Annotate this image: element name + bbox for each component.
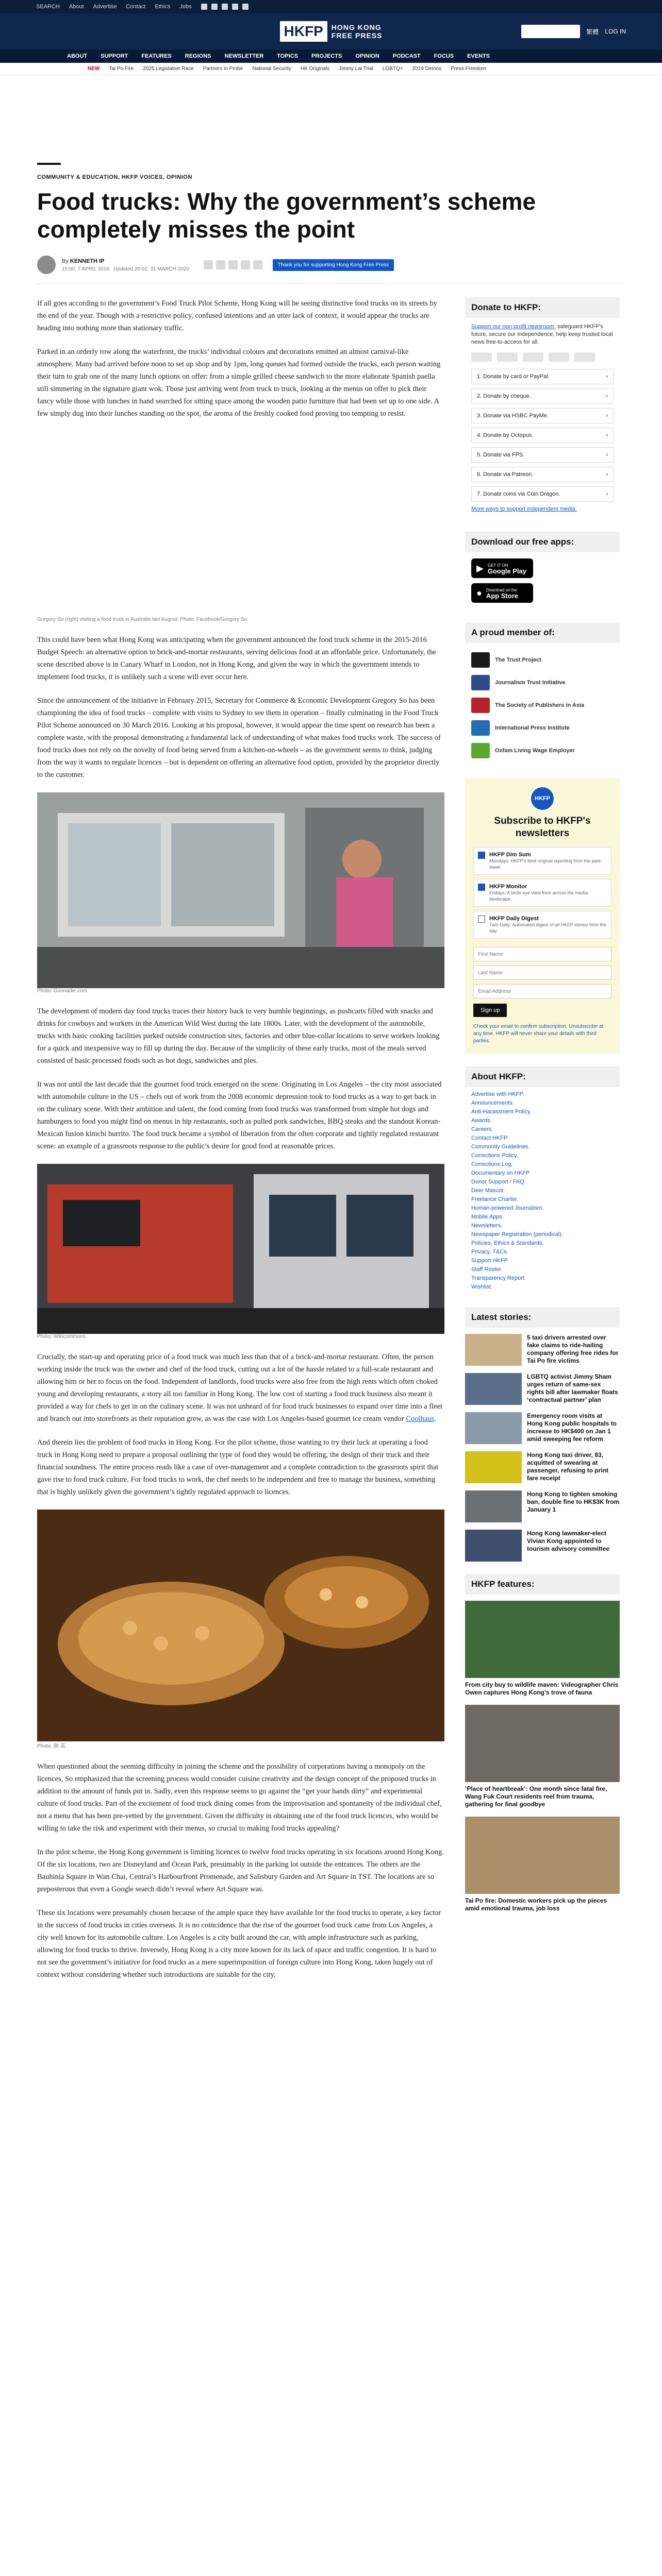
nav-features[interactable]: FEATURES <box>141 53 172 59</box>
twitter-icon[interactable] <box>211 4 218 10</box>
page-container <box>37 163 625 1992</box>
nav-podcast[interactable]: PODCAST <box>392 53 421 59</box>
util-ethics[interactable]: Ethics <box>155 4 171 10</box>
ipi-logo <box>471 720 490 736</box>
feature-story[interactable] <box>465 1817 620 1912</box>
newsletter-option-daily-digest[interactable] <box>473 911 611 939</box>
donate-option[interactable] <box>471 467 614 482</box>
app-store-badge[interactable] <box>471 583 533 603</box>
app-store-big: App Store <box>486 592 518 600</box>
article-paragraph: Since the announcement of the initiative in February 2015, Secretary for Commerce & Economic Development Gregory So has been championing the idea of food trucks – complete with visits to Sydney to see them in operation – finally culminating in the Food Truck Pilot Scheme announced on 30 March 2016. Looking at his proposal, however, it would appear the time spent on research has been a complete waste, with the proposal demonstrating a fundamental lack of understanding of what makes food trucks work. The success of food trucks does not rely on the novelty of food being served from a kitchen-on-wheels – as the government seems to think, judging from the way it wants to regulate licences – but is dependent on offering an alternative food option, provided by the proprietor directly to the customer. <box>37 697 441 779</box>
newsletter-logo: HKFP <box>531 787 554 810</box>
trending-item[interactable]: LGBTQ+ <box>382 66 403 72</box>
paypal-icon <box>523 352 543 362</box>
latest-story[interactable] <box>465 1373 620 1405</box>
feature-image <box>465 1817 620 1894</box>
donate-heading: Donate to HKFP: <box>465 297 620 318</box>
instagram-icon[interactable] <box>222 4 228 10</box>
about-link[interactable]: Policies, Ethics & Standards. <box>471 1240 544 1246</box>
photo-placeholder <box>37 431 444 617</box>
share-facebook-icon[interactable] <box>204 260 213 269</box>
members-heading: A proud member of: <box>465 622 620 643</box>
nav-about[interactable]: ABOUT <box>67 53 88 59</box>
content-layout <box>37 297 625 1992</box>
language-toggle[interactable]: 繁體 <box>586 28 599 36</box>
donate-option-label: 5. Donate via FPS. <box>477 452 525 458</box>
story-title: Hong Kong lawmaker-elect Vivian Kong appointed to tourism advisory committee <box>527 1530 610 1552</box>
donate-intro-link[interactable]: Support our non-profit newsroom: <box>471 324 556 330</box>
about-link[interactable]: Deer Mascot. <box>471 1188 505 1194</box>
photo-caption: Photo: Wikicommons. <box>37 1334 87 1340</box>
article-paragraph: The development of modern day food trucks traces their history back to very humble beginnings, as pushcarts filled with snacks and drinks for cowboys and workers in the American Wild West during the late 1800s. Later, with the development of the automobile, trucks with basic cooking facilities parked outside construction sites, factories and other blue-collar locations to serve workers looking for a quick and inexpensive way to fill up during the day. Because of the simplicity of these early trucks, most of the meals served consisted of basic processed foods such as hot dogs, sandwiches and pies. <box>37 1007 440 1065</box>
about-link[interactable]: Awards. <box>471 1117 492 1124</box>
story-title: Hong Kong taxi driver, 83, acquitted of swearing at passenger, refusing to print fare receipt <box>527 1451 609 1482</box>
story-title: Hong Kong to tighten smoking ban, double fine to HK$3K from January 1 <box>527 1490 620 1513</box>
trust-project-logo <box>471 652 490 668</box>
trending-item[interactable]: 2025 Legislative Race <box>143 66 194 72</box>
thank-you-support-button[interactable]: Thank you for supporting Hong Kong Free Press <box>273 259 394 271</box>
article-photo-street-food <box>37 1510 444 1741</box>
support-hkfp-button[interactable]: SUPPORT HKFP <box>521 25 580 38</box>
trending-item[interactable]: 2019 Demos <box>412 66 442 72</box>
logo-line-2: FREE PRESS <box>331 31 383 40</box>
facebook-icon[interactable] <box>201 4 207 10</box>
nav-topics[interactable]: TOPICS <box>277 53 299 59</box>
about-link[interactable]: Newspaper Registration (periodical). <box>471 1231 563 1238</box>
google-play-text <box>488 563 526 574</box>
donate-option-label: 6. Donate via Patreon. <box>477 471 534 478</box>
feature-story[interactable] <box>465 1601 620 1697</box>
donate-option-label: 1. Donate by card or PayPal. <box>477 374 550 380</box>
payme-icon <box>549 352 569 362</box>
site-logo[interactable] <box>280 21 383 42</box>
google-play-icon: ▶ <box>476 563 484 573</box>
new-badge: NEW <box>88 66 100 72</box>
author-prefix: By <box>62 258 69 264</box>
latest-story[interactable] <box>465 1334 620 1366</box>
about-link[interactable]: Staff Roster. <box>471 1266 503 1273</box>
byline-divider <box>37 283 625 284</box>
member-label: International Press Institute <box>495 725 570 731</box>
feature-image <box>465 1601 620 1678</box>
option-desc: Fridays: A birds-eye view from across the media landscape. <box>489 890 588 902</box>
about-link[interactable]: Wishlist. <box>471 1284 492 1290</box>
option-title: HKFP Daily Digest <box>489 916 539 922</box>
article-paragraph: It was not until the last decade that the gourmet food truck emerged on the scene. Originating in Los Angeles – the city most associated with automobile culture in the US – chefs out of work from the 2008 economic depression took to food trucks as a way to get back in on the culinary scene. With their ambition and talent, the food coming from food trucks was transformed from simple hot dogs and hamburgers to food you might find on menus in hip restaurants, such as pulled pork sandwiches, BBQ steaks and the standout Korean-Mexican fusion kimchi burrito. The food truck became a symbol of liberation from the often corporate and tightly regulated restaurant scene: an example of a grassroots response to the public’s desire for good food at reasonable prices. <box>37 1080 442 1150</box>
about-link[interactable]: Advertise with HKFP. <box>471 1091 524 1097</box>
donate-option[interactable] <box>471 486 614 502</box>
trending-item[interactable]: Tai Po Fire <box>109 66 134 72</box>
about-link[interactable]: Contact HKFP. <box>471 1135 508 1141</box>
about-link[interactable]: Privacy, T&Cs. <box>471 1249 508 1255</box>
member-oxfam[interactable] <box>471 743 614 758</box>
newsletter-note: Check your email to confirm subscription. Unsubscribe at any time. HKFP will never share your details with third parties. <box>473 1024 604 1044</box>
app-store-small: Download on the <box>486 588 517 592</box>
latest-story[interactable] <box>465 1451 620 1483</box>
article-paragraph: Parked in an orderly row along the waterfront, the trucks’ individual colours and decorations emitted an almost carnival-like atmosphere. Many had arrived before noon to set up shop and by 1pm, long queues had formed outside the trucks, each person waiting their turn to grab one of the many lunch options on offer: from a simple grilled cheese sandwich to the more elaborate Spanish paella still simmering in the signature giant wok. Those just arriving went from truck to truck, looking at the menus on offer to pick their fancy while those with lunches in hand searched for sitting space among the wooden patio furniture that had been set up to one side. A few simply dug into their lunches standing on the spot, the aroma of the freshly cooked food proving too tempting to resist. <box>37 348 441 418</box>
trending-item[interactable]: Partners in Probe <box>203 66 243 72</box>
checkbox[interactable] <box>478 884 485 891</box>
photo-caption: Gregory So (right) visiting a food truck in Australia last August. Photo: Facebook/Gregory So. <box>37 617 249 622</box>
article-paragraph: If all goes according to the government’s Food Truck Pilot Scheme, Hong Kong will be seeing distinctive food trucks on its streets by the end of the year. Though with a restrictive policy, confused intentions and an utter lack of context, it would appear the trucks are heading into nothing more than stationary traffic. <box>37 299 438 332</box>
chevron-right-icon: › <box>606 491 608 497</box>
nav-regions[interactable]: REGIONS <box>185 53 211 59</box>
first-name-field[interactable] <box>473 947 611 961</box>
paragraph-text: Crucially, the start-up and operating price of a food truck was much less than that of a brick-and-mortar restaurant. Often, the person working inside the truck was the owner and chef of the food truck, cutting out a lot of the hassle related to a full-scale restaurant and allowing him or her to focus on the food. Independent of landlords, food trucks were also free from the high rents which often choked young and developing restaurants, a story all too familiar in Hong Kong. The low cost of starting a food truck business also meant it provided a way for chefs to get in on the culinary scene. It was not unheard of for food truck businesses to expand over time into a fleet and branch out into storefronts as their reputation grew, as was the case with Los Angeles-based gourmet ice cream vendor <box>37 1353 442 1423</box>
payment-logos <box>471 352 614 362</box>
donate-option[interactable] <box>471 428 614 443</box>
about-link[interactable]: Corrections Log. <box>471 1161 513 1167</box>
member-label: Oxfam Living Wage Employer <box>495 748 575 754</box>
app-store-text <box>486 587 518 599</box>
story-thumbnail <box>465 1490 522 1522</box>
story-thumbnail <box>465 1530 522 1562</box>
newsletter-option-monitor[interactable] <box>473 879 611 907</box>
feature-image <box>465 1705 620 1782</box>
headline-rule <box>37 163 61 165</box>
about-link[interactable]: Freelance Charter. <box>471 1196 519 1202</box>
story-thumbnail <box>465 1334 522 1366</box>
article-dates <box>62 266 189 272</box>
mastercard-icon <box>497 352 518 362</box>
chevron-right-icon: › <box>606 393 608 399</box>
member-label: The Trust Project <box>495 657 541 663</box>
sopa-logo <box>471 698 490 713</box>
donate-option-label: 3. Donate via HSBC PayMe. <box>477 413 549 419</box>
sign-up-button[interactable]: Sign up <box>473 1004 507 1017</box>
option-title: HKFP Monitor <box>489 884 527 890</box>
google-play-badge[interactable] <box>471 558 533 578</box>
share-whatsapp-icon[interactable] <box>228 260 238 269</box>
share-buttons <box>204 260 262 269</box>
about-link[interactable]: Announcements. <box>471 1100 514 1106</box>
utility-bar <box>0 0 662 13</box>
sidebar <box>465 297 620 1992</box>
google-play-small: GET IT ON <box>487 563 508 568</box>
logo-mark: HKFP <box>280 21 327 42</box>
latest-story[interactable] <box>465 1490 620 1522</box>
article-paragraph: Crucially, the start-up and operating price of a food truck was much less than that of a brick-and-mortar restaurant. Often, the person working inside the truck was the owner and chef of the food truck, cutting out a lot of the hassle related to a full-scale restaurant and allowing him or her to focus on the food. Independent of landlords, food trucks were also free from the high rents which often choked young and developing restaurants, a story all too familiar in Hong Kong. The low cost of starting a food truck business also meant it provided a way for chefs to get in on the culinary scene. It was not unheard of for food truck businesses to expand over time into a fleet and branch out into storefronts as their reputation grew, as was the case with Los Angeles-based gourmet ice cream vendor Coolhaus. <box>37 1353 442 1423</box>
article-paragraph: When questioned about the seeming difficulty in joining the scheme and the possibility of corporations having a monopoly on the licences, So emphasized that the screening process would consider cuisine creativity and the design concept of the proposed trucks in addition to the amount of funds put in. Sadly, even this response seems to go against the “get your hands dirty” and experimental culture of food trucks. Part of the excitement of food truck dining comes from the improvisation and spontaneity of the individual chef, not a menu that has been pre-vetted by the government. Given the difficulty in obtaining one of the food truck licences, who would be willing to take the risk and experiment with their menus, so crucial to making food trucks appealing? <box>37 1762 442 1833</box>
trending-item[interactable]: Press Freedom <box>451 66 486 72</box>
apps-heading: Download our free apps: <box>465 532 620 552</box>
newsletter-option-dim-sum[interactable] <box>473 847 611 875</box>
about-link[interactable]: Donor Support / FAQ. <box>471 1179 526 1185</box>
nav-projects[interactable]: PROJECTS <box>311 53 342 59</box>
feature-title: ‘Place of heartbreak’: One month since fatal fire, Wang Fuk Court residents reel from trauma, gathering for final goodbye <box>465 1785 607 1808</box>
chevron-right-icon: › <box>606 413 608 419</box>
author-avatar <box>37 256 56 274</box>
octopus-icon <box>574 352 595 362</box>
photo-illustration <box>37 1510 444 1741</box>
donate-option-label: 2. Donate by cheque. <box>477 393 531 399</box>
about-link[interactable]: Documentary on HKFP. <box>471 1170 531 1176</box>
about-link[interactable]: Corrections Policy. <box>471 1153 518 1159</box>
donate-intro <box>471 323 614 346</box>
social-icons <box>201 4 249 10</box>
apple-icon: ● <box>476 587 482 598</box>
story-title: Emergency room visits at Hong Kong public hospitals to increase to HK$400 on Jan 1 amid sweeping fee reform <box>527 1412 617 1443</box>
article-headline: Food trucks: Why the government’s scheme completely misses the point <box>37 188 536 243</box>
member-sopa[interactable] <box>471 698 614 713</box>
byline-text <box>62 258 189 272</box>
masthead-actions <box>521 25 626 38</box>
trending-item[interactable]: HK Originals <box>300 66 330 72</box>
coolhaus-link[interactable]: Coolhaus <box>406 1415 435 1423</box>
article-paragraph: In the pilot scheme, the Hong Kong government is limiting licences to twelve food trucks operating in six locations around Hong Kong. Of the six locations, two are Disneyland and Ocean Park, presumably in the parking lot outside the entrances. The others are the Bauhinia Square in Wan Chai, Central’s Harbourfront Promenade, and Salisbury Garden and Art Square in TST. The locations are so preposterous that even a Google search didn’t reveal where Art Square was. <box>37 1848 444 1893</box>
member-jti[interactable] <box>471 675 614 690</box>
article-photo-la-food-truck <box>37 1164 444 1334</box>
author-name[interactable]: KENNETH IP <box>70 258 105 264</box>
option-desc: Mondays: HKFP's best original reporting from the past week. <box>489 858 601 870</box>
util-advertise[interactable]: Advertise <box>93 4 117 10</box>
member-ipi[interactable] <box>471 720 614 736</box>
about-link[interactable]: Mobile Apps. <box>471 1214 504 1220</box>
article-paragraph: And therein lies the problem of food trucks in Hong Kong. For the pilot scheme, those wanting to try their luck at operating a food truck in Hong Kong need to prepare a proposal outlining the type of food they would be offering, the design of their truck and their financial soundness. The entire process reads like a case of over-management and a complete contradiction to the grassroots spirit that gave rise to food truck culture. For food trucks to work, the chef needs to be independent and free to manage the business, something that is highly unlikely given the government’s tightly regulated approach to licences. <box>37 1438 439 1496</box>
chevron-right-icon: › <box>606 452 608 458</box>
latest-story[interactable] <box>465 1530 620 1562</box>
trending-nav <box>0 63 662 75</box>
newsletter-signup <box>465 778 620 1054</box>
nav-newsletter[interactable]: NEWSLETTER <box>224 53 264 59</box>
member-logos <box>465 643 620 768</box>
member-label: The Society of Publishers in Asia <box>495 702 585 708</box>
jti-logo <box>471 675 490 690</box>
donate-option-label: 4. Donate by Octopus. <box>477 432 534 438</box>
about-link[interactable]: Anti-Harassment Policy. <box>471 1109 532 1115</box>
about-links <box>465 1087 620 1295</box>
story-title: 5 taxi drivers arrested over fake claims to ride-hailing company offering free rides for Tai Po fire victims <box>527 1334 619 1364</box>
story-title: LGBTQ activist Jimmy Sham urges return of same-sex rights bill after lawmaker floats ‘contractual partner’ plan <box>527 1373 618 1403</box>
visa-icon <box>471 352 492 362</box>
article-category[interactable]: COMMUNITY & EDUCATION, HKFP VOICES, OPINION <box>37 174 192 180</box>
member-trust-project[interactable] <box>471 652 614 668</box>
search-link[interactable]: SEARCH <box>36 4 60 10</box>
share-twitter-icon[interactable] <box>216 260 225 269</box>
logo-wordmark <box>332 23 383 40</box>
nav-focus[interactable]: FOCUS <box>434 53 454 59</box>
photo-illustration <box>37 1164 444 1334</box>
photo-caption: Photo: Gonnadie.com. <box>37 988 89 994</box>
checkbox[interactable] <box>478 852 485 859</box>
share-link-icon[interactable] <box>253 260 262 269</box>
photo-illustration <box>37 792 444 988</box>
newsletter-option-text <box>489 884 607 902</box>
donate-option[interactable] <box>471 369 614 384</box>
latest-story[interactable] <box>465 1412 620 1444</box>
article-body <box>37 297 444 1992</box>
trending-item[interactable]: National Security <box>252 66 291 72</box>
article-photo-food-truck-window <box>37 792 444 988</box>
member-label: Journalism Trust Initiative <box>495 680 566 686</box>
email-field[interactable] <box>473 984 611 998</box>
nav-events[interactable]: EVENTS <box>467 53 490 59</box>
masthead <box>0 13 662 49</box>
about-link[interactable]: Community Guidelines. <box>471 1144 530 1150</box>
feature-title: Tai Po fire: Domestic workers pick up the pieces amid emotional trauma, job loss <box>465 1897 607 1912</box>
photo-caption: Photo: 鍋 蓋. <box>37 1743 67 1749</box>
newsletter-option-text <box>489 852 607 870</box>
share-email-icon[interactable] <box>241 260 250 269</box>
util-jobs[interactable]: Jobs <box>179 4 192 10</box>
about-link[interactable]: Human-powered Journalism. <box>471 1205 544 1211</box>
newsletter-title: Subscribe to HKFP's newsletters <box>494 816 591 839</box>
features-heading: HKFP features: <box>465 1574 620 1595</box>
article-photo-gregory-so <box>37 431 444 617</box>
option-desc: 7am Daily: Automated digest of all HKFP stories from the day. <box>489 922 606 934</box>
donate-option[interactable] <box>471 408 614 423</box>
about-link[interactable]: Careers. <box>471 1126 493 1132</box>
story-thumbnail <box>465 1373 522 1405</box>
byline <box>37 255 625 275</box>
about-heading: About HKFP: <box>465 1066 620 1087</box>
main-nav <box>0 49 662 63</box>
about-link[interactable]: Newsletters. <box>471 1223 503 1229</box>
last-name-field[interactable] <box>473 965 611 980</box>
trending-item[interactable]: Jimmy Lai Trial <box>339 66 373 72</box>
util-contact[interactable]: Contact <box>126 4 146 10</box>
oxfam-logo <box>471 743 490 758</box>
donate-box <box>465 318 620 519</box>
chevron-right-icon: › <box>606 432 608 438</box>
google-play-big: Google Play <box>487 567 526 575</box>
youtube-icon[interactable] <box>232 4 238 10</box>
about-link[interactable]: Transparency Report. <box>471 1275 526 1281</box>
checkbox[interactable] <box>478 916 485 923</box>
article-paragraph: These six locations were presumably chosen because of the ample space they have available for the food trucks to operate, a key factor in the success of food trucks in cities overseas. It is no coincidence that the rise of the gourmet food truck came from Los Angeles, a city well known for its automobile culture. Los Angeles is a city built around the car, with ample infrastructure such as parking, allowing for food trucks to thrive. Inversely, Hong Kong is a city more known for its lack of space and traffic congestion. It is hard to not see the government’s initiative for food trucks as a mere superimposition of foreign culture into Hong Kong, taken hugely out of context without considering whether such introductions are suitable for the city. <box>37 1909 441 1979</box>
chevron-right-icon: › <box>606 471 608 478</box>
chevron-right-icon: › <box>606 374 608 380</box>
app-badges <box>465 552 620 614</box>
feature-title: From city buy to wildlife maven: Videographer Chris Owen captures Hong Kong’s trove of fauna <box>465 1681 619 1696</box>
nav-support[interactable]: SUPPORT <box>101 53 128 59</box>
util-about[interactable]: About <box>69 4 84 10</box>
published-date: 15:00, 7 APRIL 2016 <box>62 266 109 272</box>
nav-opinion[interactable]: OPINION <box>355 53 379 59</box>
author-line <box>62 258 189 264</box>
donate-intro-text: safeguard HKFP's future, secure our independence, help keep trusted local news free-to-access for all. <box>471 324 613 345</box>
logo-line-1: HONG KONG <box>331 23 382 31</box>
latest-heading: Latest stories: <box>465 1307 620 1328</box>
donate-option[interactable] <box>471 447 614 463</box>
donate-option[interactable] <box>471 388 614 404</box>
feature-story[interactable] <box>465 1705 620 1808</box>
login-link[interactable]: LOG IN <box>605 28 626 35</box>
article-paragraph: This could have been what Hong Kong was anticipating when the government announced the food truck scheme in the 2015-2016 Budget Speech: an alternative option to brick-and-mortar restaurants, serving delicious food at an affordable price. Unfortunately, the scene described above is in Canary Wharf in London, not in Hong Kong, and given the way in which the government intends to implement food trucks, it is unlikely such a scene will ever occur here. <box>37 636 436 681</box>
rss-icon[interactable] <box>242 4 249 10</box>
story-thumbnail <box>465 1412 522 1444</box>
updated-date: Updated 20:02, 31 MARCH 2020 <box>113 266 190 272</box>
story-thumbnail <box>465 1451 522 1483</box>
newsletter-option-text <box>489 916 607 934</box>
more-support-link[interactable]: More ways to support independent media. <box>471 506 577 512</box>
about-link[interactable]: Support HKFP. <box>471 1258 509 1264</box>
donate-option-label: 7. Donate coins via Coin Dragon. <box>477 491 560 497</box>
option-title: HKFP Dim Sum <box>489 852 531 858</box>
